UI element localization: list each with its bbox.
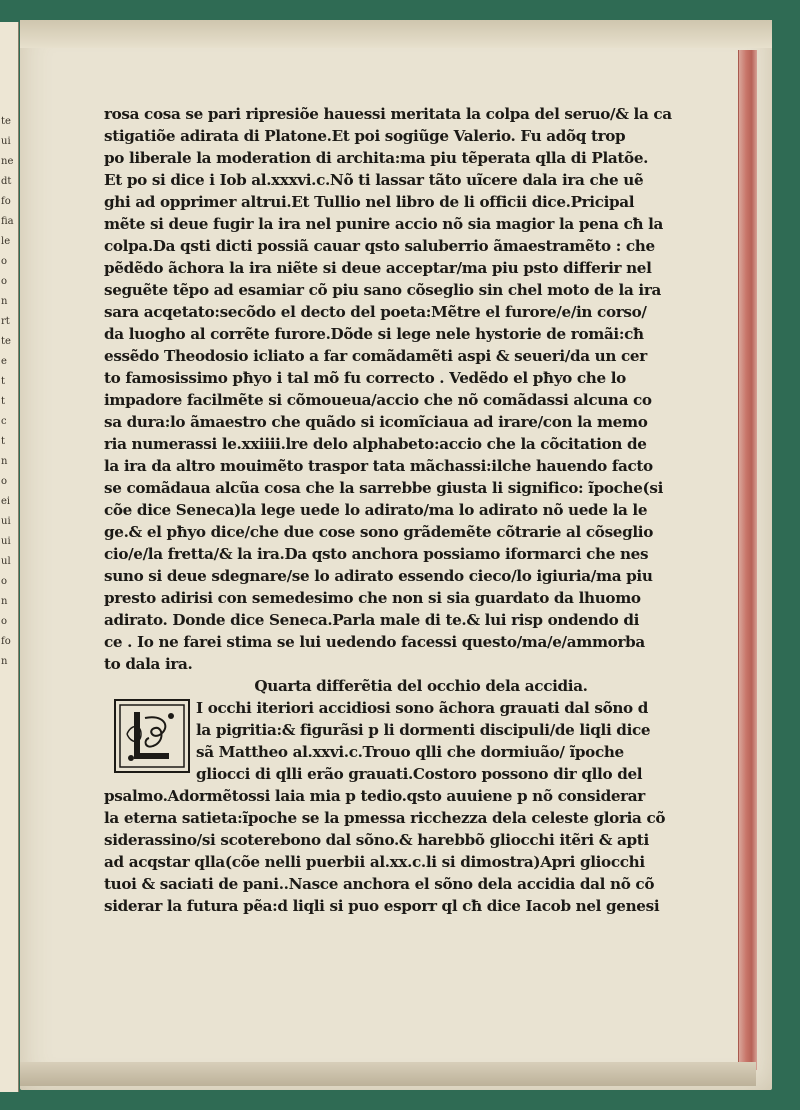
left-page-fragment: t — [1, 376, 6, 387]
text-line: cio/e/la fretta/& la ira.Da qsto anchora possiamo iformarci che nes — [104, 545, 649, 563]
left-page-fragment: n — [1, 656, 8, 667]
text-line: sara acqetato:secõdo el decto del poeta:Mẽtre el furore/e/in corso/ — [104, 303, 647, 321]
section-heading: Quarta differẽtia del occhio dela accidia. — [254, 677, 588, 695]
text-line: to dala ira. — [104, 655, 193, 673]
left-page-fragment: ul — [1, 556, 11, 567]
text-line: ria numerassi le.xxiiii.lre delo alphabeto:accio che la cõcitation de — [104, 435, 647, 453]
left-page-fragment: le — [1, 236, 11, 247]
text-line: da luogho al corrẽte furore.Dõde si lege nele hystorie de romãi:cħ — [104, 325, 644, 343]
text-line: ghi ad opprimer altrui.Et Tullio nel libro de li officii dice.Pricipal — [104, 193, 635, 211]
left-page-fragment: c — [1, 416, 7, 427]
main-text-block — [104, 103, 678, 917]
left-page-fragment: ui — [1, 516, 11, 527]
left-page-fragment: te — [1, 116, 11, 127]
text-line: suno si deue sdegnare/se lo adirato essendo cieco/lo igiuria/ma piu — [104, 567, 653, 585]
text-line: Et po si dice i Iob al.xxxvi.c.Nõ ti lassar tãto uĩcere dala ira che uẽ — [104, 171, 644, 189]
text-line: presto adirisi con semedesimo che non si sia guardato da lhuomo — [104, 589, 641, 607]
text-line: to famosissimo pħyo i tal mõ fu correcto . Vedẽdo el pħyo che lo — [104, 369, 626, 387]
text-line: ge.& el pħyo dice/che due cose sono grãdemẽte cõtrarie al cõseglio — [104, 523, 653, 541]
left-page-fragment: o — [1, 576, 8, 587]
text-line: psalmo.Adormẽtossi laia mia p tedio.qsto auuiene p nõ considerar — [104, 787, 645, 805]
left-page-fragment: fo — [1, 196, 11, 207]
text-line: la eterna satieta:ĩpoche se la pmessa ricchezza dela celeste gloria cõ — [104, 809, 666, 827]
text-line: ad acqstar qlla(cõe nelli puerbii al.xx.c.li si dimostra)Apri gliocchi — [104, 853, 645, 871]
decorated-initial-L — [114, 699, 190, 773]
left-page-text-fragments — [0, 22, 18, 1092]
text-line: po liberale la moderation di archita:ma piu tẽperata qlla di Platõe. — [104, 149, 649, 167]
text-line: I occhi iteriori accidiosi sono ãchora grauati dal sõno d — [196, 699, 649, 717]
text-line: seguẽte tẽpo ad esamiar cõ piu sano cõseglio sin chel moto de la ira — [104, 281, 661, 299]
left-page-fragment: ne — [1, 156, 14, 167]
text-line: sa dura:lo ãmaestro che quãdo si icomĩciaua ad irare/con la memo — [104, 413, 648, 431]
text-line: sã Mattheo al.xxvi.c.Trouo qlli che dormiuão/ ĩpoche — [196, 743, 624, 761]
text-line: cõe dice Seneca)la lege uede lo adirato/ma lo adirato nõ uede la le — [104, 501, 648, 519]
text-line: mẽte si deue fugir la ira nel punire accio nõ sia magior la pena cħ la — [104, 215, 664, 233]
left-page-fragment: n — [1, 596, 8, 607]
text-line: la ira da altro mouimẽto traspor tata mãchassi:ilche hauendo facto — [104, 457, 653, 475]
left-page-fragment: ui — [1, 536, 11, 547]
left-page-fragment: dt — [1, 176, 12, 187]
text-line: impadore facilmẽte si cõmoueua/accio che nõ comãdassi alcuna co — [104, 391, 652, 409]
red-fore-edge — [738, 50, 757, 1070]
initial-paragraph — [104, 697, 678, 785]
left-page-fragment: ei — [1, 496, 11, 507]
left-page-fragment: fo — [1, 636, 11, 647]
left-page-fragment: rt — [1, 316, 10, 327]
page-top-edge — [20, 20, 772, 48]
left-page-fragment: t — [1, 396, 6, 407]
text-line: ce . Io ne farei stima se lui uedendo facessi questo/ma/e/ammorba — [104, 633, 645, 651]
left-page-fragment: o — [1, 476, 8, 487]
left-page-fragment: e — [1, 356, 7, 367]
text-line: tuoi & saciati de pani..Nasce anchora el sõno dela accidia dal nõ cõ — [104, 875, 655, 893]
left-page-edge — [0, 22, 19, 1092]
left-page-fragment: o — [1, 256, 8, 267]
text-line: rosa cosa se pari ripresiõe hauessi meritata la colpa del seruo/& la ca — [104, 105, 672, 123]
left-page-fragment: ui — [1, 136, 11, 147]
left-page-fragment: fia — [1, 216, 14, 227]
ornament-initial-icon — [119, 704, 185, 768]
text-line: se comãdaua alcũa cosa che la sarrebbe giusta li significo: ĩpoche(si — [104, 479, 663, 497]
page-bottom-edge — [20, 1062, 756, 1086]
text-line: siderar la futura pẽa:d liqli si puo esporr ql cħ dice Iacob nel genesi — [104, 897, 660, 915]
paragraph-bottom — [104, 785, 678, 917]
left-page-fragment: o — [1, 276, 8, 287]
text-line: pẽdẽdo ãchora la ira niẽte si deue acceptar/ma piu psto differir nel — [104, 259, 652, 277]
left-page-fragment: te — [1, 336, 11, 347]
left-page-fragment: n — [1, 456, 8, 467]
text-line: stigatiõe adirata di Platone.Et poi sogiũge Valerio. Fu adõq trop — [104, 127, 626, 145]
text-line: adirato. Donde dice Seneca.Parla male di te.& lui risp ondendo di — [104, 611, 640, 629]
text-line: gliocci di qlli erão grauati.Costoro possono dir qllo del — [196, 765, 643, 783]
left-page-fragment: n — [1, 296, 8, 307]
text-line: la pigritia:& figurãsi p li dormenti discipuli/de liqli dice — [196, 721, 651, 739]
left-page-fragment: t — [1, 436, 6, 447]
text-line: colpa.Da qsti dicti possiã cauar qsto saluberrio ãmaestramẽto : che — [104, 237, 655, 255]
text-line: siderassino/si scoterebono dal sõno.& harebbõ gliocchi itẽri & apti — [104, 831, 649, 849]
paragraph-top — [104, 103, 678, 675]
initial-lines — [104, 697, 678, 785]
left-page-fragment: o — [1, 616, 8, 627]
text-line: essẽdo Theodosio icliato a far comãdamẽti aspi & seueri/da un cer — [104, 347, 647, 365]
